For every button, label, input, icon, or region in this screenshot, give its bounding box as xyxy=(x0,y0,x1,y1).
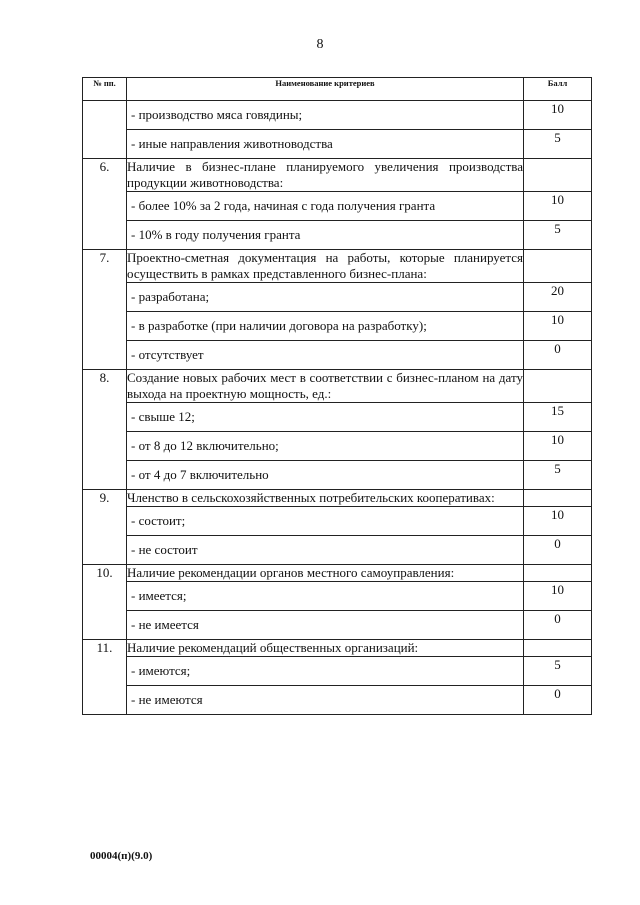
table-row xyxy=(83,611,592,640)
option-text: - от 4 до 7 включительно xyxy=(127,461,524,490)
criterion-number-empty xyxy=(83,101,127,159)
option-text: - от 8 до 12 включительно; xyxy=(127,432,524,461)
criterion-score-empty xyxy=(524,250,592,283)
option-text: - разработана; xyxy=(127,283,524,312)
criterion-number: 10. xyxy=(83,565,127,640)
option-text: - более 10% за 2 года, начиная с года получения гранта xyxy=(127,192,524,221)
criterion-number: 9. xyxy=(83,490,127,565)
option-text: - свыше 12; xyxy=(127,403,524,432)
table-row xyxy=(83,101,592,130)
table-row xyxy=(83,686,592,715)
option-score: 10 xyxy=(524,101,592,130)
option-score: 5 xyxy=(524,130,592,159)
criterion-row xyxy=(83,640,592,657)
option-score: 0 xyxy=(524,341,592,370)
criterion-row xyxy=(83,565,592,582)
header-name: Наименование критериев xyxy=(127,78,524,101)
criterion-score-empty xyxy=(524,565,592,582)
table-row xyxy=(83,461,592,490)
page-number: 8 xyxy=(316,37,324,52)
option-text: - состоит; xyxy=(127,507,524,536)
option-score: 20 xyxy=(524,283,592,312)
option-score: 5 xyxy=(524,657,592,686)
table-row xyxy=(83,192,592,221)
table-row xyxy=(83,507,592,536)
table-row xyxy=(83,403,592,432)
criterion-number: 7. xyxy=(83,250,127,370)
footer-code: 00004(п)(9.0) xyxy=(90,850,153,862)
table-row xyxy=(83,283,592,312)
option-score: 5 xyxy=(524,461,592,490)
option-score: 10 xyxy=(524,582,592,611)
option-text: - не имеются xyxy=(127,686,524,715)
table-header-row xyxy=(83,78,592,101)
option-text: - имеются; xyxy=(127,657,524,686)
option-score: 10 xyxy=(524,507,592,536)
option-score: 0 xyxy=(524,536,592,565)
table-row xyxy=(83,221,592,250)
header-num: № пп. xyxy=(83,78,127,101)
option-text: - отсутствует xyxy=(127,341,524,370)
option-text: - 10% в году получения гранта xyxy=(127,221,524,250)
criterion-score-empty xyxy=(524,370,592,403)
option-score: 10 xyxy=(524,432,592,461)
criterion-row xyxy=(83,370,592,403)
header-score: Балл xyxy=(524,78,592,101)
criterion-row xyxy=(83,490,592,507)
option-score: 5 xyxy=(524,221,592,250)
option-score: 10 xyxy=(524,312,592,341)
option-score: 0 xyxy=(524,686,592,715)
criterion-title: Проектно-сметная документация на работы, которые планируется осуществить в рамках представленного бизнес-плана: xyxy=(127,250,523,281)
table-row xyxy=(83,582,592,611)
criteria-table xyxy=(82,77,592,715)
table-row xyxy=(83,657,592,686)
criterion-title: Наличие рекомендации органов местного самоуправления: xyxy=(127,565,524,582)
table-row xyxy=(83,341,592,370)
option-score: 15 xyxy=(524,403,592,432)
criterion-title: Членство в сельскохозяйственных потребительских кооперативах: xyxy=(127,490,524,507)
option-score: 10 xyxy=(524,192,592,221)
table-body xyxy=(83,101,592,715)
option-text: - не состоит xyxy=(127,536,524,565)
table-row xyxy=(83,432,592,461)
option-text: - производство мяса говядины; xyxy=(127,101,524,130)
option-text: - не имеется xyxy=(127,611,524,640)
criterion-score-empty xyxy=(524,490,592,507)
table-row xyxy=(83,312,592,341)
criterion-row xyxy=(83,250,592,283)
criterion-title: Наличие рекомендаций общественных организаций: xyxy=(127,640,524,657)
criterion-number: 11. xyxy=(83,640,127,715)
option-text: - в разработке (при наличии договора на разработку); xyxy=(127,312,524,341)
option-text: - имеется; xyxy=(127,582,524,611)
option-score: 0 xyxy=(524,611,592,640)
table-row xyxy=(83,536,592,565)
criterion-title: Наличие в бизнес-плане планируемого увеличения производства продукции животноводства: xyxy=(127,159,523,190)
criterion-title: Создание новых рабочих мест в соответствии с бизнес-планом на дату выхода на проектную мощность, ед.: xyxy=(127,370,523,401)
criterion-score-empty xyxy=(524,640,592,657)
criterion-score-empty xyxy=(524,159,592,192)
table-row xyxy=(83,130,592,159)
criterion-number: 8. xyxy=(83,370,127,490)
criterion-number: 6. xyxy=(83,159,127,250)
criterion-row xyxy=(83,159,592,192)
option-text: - иные направления животноводства xyxy=(127,130,524,159)
